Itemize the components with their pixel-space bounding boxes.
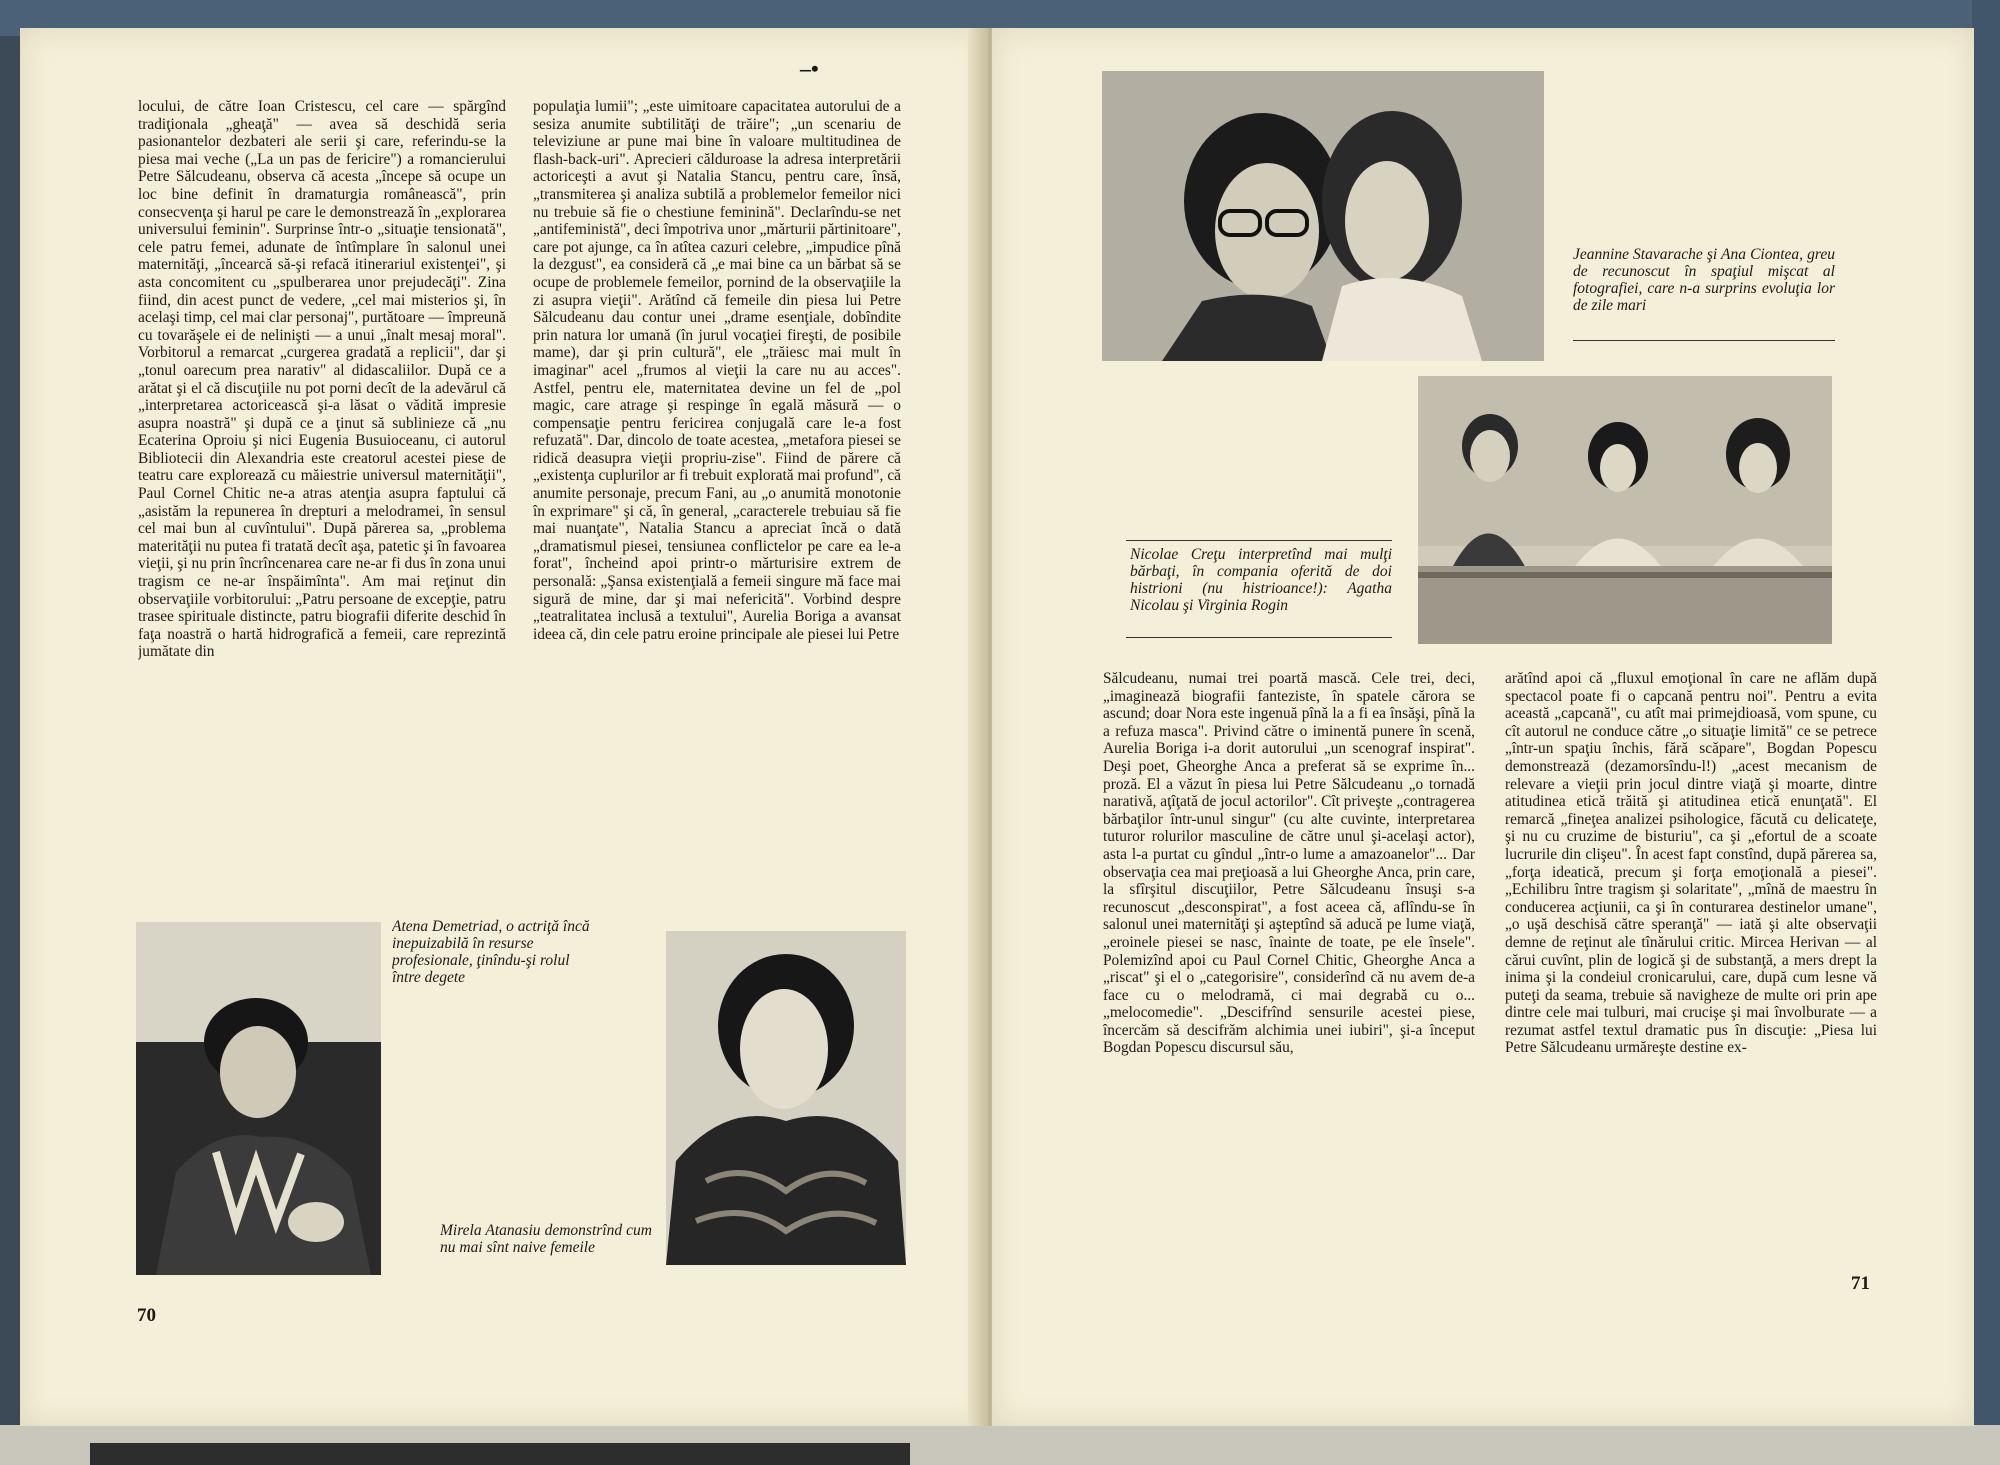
right-page-column-1-text: Sălcudeanu, numai trei poartă mască. Cele trei, deci, „imaginează biografii fanteziste, în spatele cărora se ascund; doar Nora este ingenuă pînă la a fi ea însăşi, pînă la a refuza masca". Privind către o iminentă punere în scenă, Aurelia Boriga i-a dorit autorului „un scenograf inspirat". Deşi poet, Gheorghe Anca a preferat să se exprime în... proză. El a văzut în piesa lui Petre Sălcudeanu „o tornadă narativă, aţîţată de jocul actorilor". Cît priveşte „contragerea bărbaţilor într-unul singur" (cu alte cuvinte, interpretarea tuturor rolurilor masculine de către unul şi-acelaşi actor), asta l-a purtat cu gîndul „într-o lume a amazoanelor"... Dar observaţia cea mai preţioasă a lui Gheorghe Anca, prin care, la sfîrşitul discuţiilor, Petre Sălcudeanu însuşi s-a recunoscut „desconspirat", a fost aceea că, aflîndu-se în salonul unei maternităţi şi aşteptînd să aducă pe lume viaţă, „eroinele piesei se nasc, înainte de toate, pe ele însele". Polemizînd apoi cu Paul Cornel Chitic, Gheorghe Anca a „riscat" şi el o „categorisire", considerînd că nu avem de-a face cu o melodramă, ci mai degrabă cu o... „melocomedie". „Descifrînd sensurile acestei piese, încercăm să descifrăm alchimia unei iubiri", şi-a început Bogdan Popescu discursul său, [1103,670,1475,1057]
caption-mirela-atanasiu [440,1222,652,1282]
caption-mid-bottom-rule [1126,637,1392,638]
photo-atena-demetriad-image [136,922,381,1275]
left-page-number: 70 [137,1305,156,1326]
bottom-dark-strip [90,1443,910,1465]
caption-atena-demetriad-text: Atena Demetriad, o actriţă încă inepuizabilă în resurse profesionale, ţinîndu-şi rolul între degete [392,918,590,986]
left-page-column-2 [533,98,901,910]
caption-mid-top-rule [1126,540,1392,541]
binding-right-edge [1972,0,2000,1465]
right-page-column-1 [1103,670,1475,1270]
right-page-column-2-text: arătînd apoi că „fluxul emoţional în care ne aflăm după spectacol poate fi o capcană pentru noi". Pentru a evita această „capcană", cu atît mai primejdioasă, vom spune, cu cît autorul ne conduce către „o situaţie limită" ce se petrece „într-un spaţiu închis, fără scăpare", Bogdan Popescu demonstrează (dezamorsîndu-l!) „acest mecanism de relevare a vieţii prin jocul dintre viaţă şi moarte, dintre atitudinea etică trăită şi atitudinea etică enunţată". El remarcă „fineţea analizei psihologice, făcută cu delicateţe, şi nu cu cruzime de bisturiu", ca şi „efortul de a scoate lucrurile din clişeu". În acest fapt constînd, după părerea sa, „forţa ideatică, precum şi forţa emoţională a piesei". „Echilibru între tragism şi solaritate", „mînă de maestru în conducerea acţiunii, ca şi în conturarea destinelor umane", „o uşă deschisă către speranţă" — iată şi alte observaţii demne de reţinut ale tînărului critic. Mircea Herivan — al cărui cuvînt, plin de logică şi de substanţă, a mers drept la inima şi la condeiul cronicarului, care, după cum lesne vă puteţi da seama, trebuie să navigheze de multe ori prin ape dintre cele mai tulburi, mai crucişe şi mai învolburate — a rezumat astfel textul dramatic pus în discuţie: „Piesa lui Petre Sălcudeanu urmăreşte destine ex- [1505,670,1877,1057]
left-page-column-1 [138,98,506,910]
left-page-column-2-text: populaţia lumii"; „este uimitoare capacitatea autorului de a sesiza anumite subtilităţi de trăire"; „un scenariu de televiziune ar pune mai bine în valoare multitudinea de flash-back-uri". Aprecieri călduroase la adresa interpretării actoriceşti a avut şi Natalia Stancu, pentru care, însă, „transmiterea şi analiza subtilă a problemelor femeilor nici nu trebuie să fie o chestiune feminină". Declarîndu-se net „antifeministă", deci împotriva unor „mărturii părtinitoare", care pot ajunge, ca în atîtea cazuri celebre, „impudice pînă la dezgust", ea consideră că „e mai bine ca un bărbat să se ocupe de problemele femeilor, pornind de la observaţiile la zi asupra vieţii". Arătînd că femeile din piesa lui Petre Sălcudeanu dau contur unei „drame esenţiale, dobîndite prin natura lor umană (în jurul vocaţiei fireşti, de posibile mame), dar şi prin cultură", ele „trăiesc mai mult în imaginar" acel „frumos al vieţii la care nu au acces". Astfel, pentru ele, maternitatea devine un fel de „pol magic, care atrage şi respinge în egală măsură — o compensaţie pentru fericirea conjugală care le-a fost refuzată". Dar, dincolo de toate acestea, „metafora piesei se ridică deasupra vieţii propriu-zise". Fiind de părere că „existenţa cuplurilor ar fi trebuit explorată mai profund", că anumite personaje, precum Fani, au „o anumită monotonie în exprimare" şi că, în general, „caracterele trebuiau să fie mai nuanţate", Natalia Stancu a apreciat încă o dată „dramatismul piesei, tensiunea conflictelor pe care ea le-a forat", încheind apoi printr-o mărturisire extrem de personală: „Şansa existenţială a femeii singure mă face mai sigură de mine, dar şi mai nefericită". Vorbind despre „teatralitatea inclusă a textului", Aurelia Boriga a avansat ideea că, din cele patru eroine principale ale piesei lui Petre [533,98,901,643]
caption-jeannine-ana-text: Jeannine Stavarache şi Ana Ciontea, greu de recunoscut în spaţiul mişcat al fotografiei, care n-a surprins evoluţia lor de zile mari [1573,246,1835,314]
caption-top-rule [1573,340,1835,341]
photo-nicolae-cretu [1418,376,1832,644]
caption-nicolae-cretu-text: Nicolae Creţu interpretînd mai mulţi bărbaţi, în compania oferită de doi histrioni (nu histrioance!): Agatha Nicolau şi Virginia Rogin [1130,546,1392,614]
photo-mirela-atanasiu-image [666,931,906,1265]
photo-nicolae-cretu-image [1418,376,1832,644]
caption-nicolae-cretu [1130,546,1392,636]
photo-jeannine-ana-image [1102,71,1544,361]
caption-jeannine-ana [1573,246,1835,336]
caption-atena-demetriad [392,918,602,1008]
left-page-column-1-text: locului, de către Ioan Cristescu, cel care — spărgînd tradiţionala „gheaţă" — avea să deschidă seria pasionantelor dezbateri ale serii şi care, referindu-se la piesa mai veche („La un pas de fericire") a romancierului Petre Sălcudeanu, observa că acesta „începe să ocupe un loc bine definit în dramaturgia românească", prin consecvenţa şi harul pe care le demonstrează în „explorarea universului feminin". Surprinse într-o „situaţie tensionată", cele patru femei, adunate de întîmplare în salonul unei maternităţi, „încearcă să-şi refacă itinerariul existenţei", şi asta concomitent cu „spulberarea unor prejudecăţi". Zina fiind, din acest punct de vedere, „cel mai misterios şi, în acelaşi timp, cel mai clar personaj", purtătoare — împreună cu tovarăşele ei de nelinişti — a unui „înalt mesaj moral". Vorbitorul a remarcat „curgerea gradată a replicii", dar şi „tonul oarecum prea narativ" al didascaliilor. După ce a arătat şi el că discuţiile nu pot porni decît de la adevărul că „interpretarea actoricească şi-a lăsat o vădită impresie asupra noastră" şi după ce a ţinut să sublinieze că „nu Ecaterina Oproiu şi nici Eugenia Busuioceanu, ci autorul Bibliotecii din Alexandria este creatorul acestei piese de teatru care explorează cu măiestrie universul maternităţii", Paul Cornel Chitic ne-a atras atenţia asupra faptului că „asistăm la repunerea în drepturi a melodramei, în sensul cel mai bun al cuvîntului". După părerea sa, „problema materităţii nu putea fi tratată decît aşa, patetic şi în favoarea vieţii, şi nu prin încrîncenarea care ne-ar fi dus în zona unui tragism ce ne-ar înspăimînta". Am mai reţinut din observaţiile vorbitorului: „Patru persoane de excepţie, patru trasee spirituale distincte, patru biografii diferite deschid în faţa noastră o hartă hidrografică a femeii, care reprezintă jumătate din [138,98,506,661]
photo-atena-demetriad [136,922,381,1275]
right-page-number: 71 [1851,1273,1870,1294]
photo-mirela-atanasiu [666,931,906,1265]
page-top-mark: –• [800,56,819,81]
photo-jeannine-ana [1102,71,1544,361]
caption-mirela-atanasiu-text: Mirela Atanasiu demonstrînd cum nu mai sînt naive femeile [440,1222,652,1256]
right-page-column-2 [1505,670,1877,1270]
